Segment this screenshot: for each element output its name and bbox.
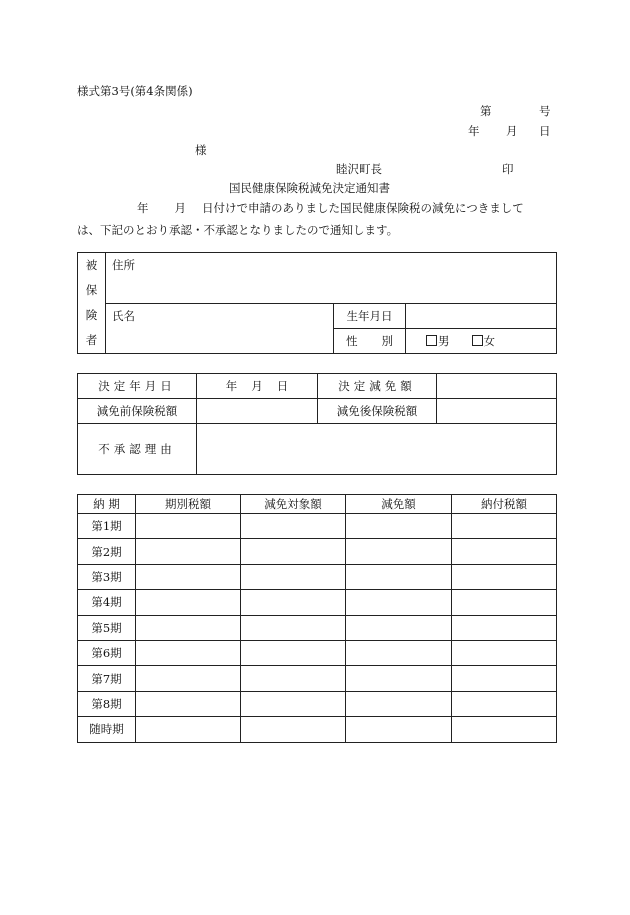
- period-label: 第6期: [78, 640, 136, 665]
- name-label: 氏名: [112, 309, 135, 323]
- seal-mark: 印: [502, 162, 514, 176]
- reduction-amount-cell: [346, 691, 452, 716]
- number-go: 号: [539, 104, 551, 118]
- reduction-amount-cell: [346, 590, 452, 615]
- decision-amount-value-cell: [437, 374, 557, 399]
- sex-label-1: 性: [346, 334, 358, 348]
- notice-paragraph: [77, 197, 553, 241]
- schedule-table: [77, 494, 557, 743]
- sex-label-cell: [334, 329, 406, 354]
- sex-value-cell: [406, 329, 557, 354]
- payment-tax-cell: [452, 717, 557, 742]
- birth-label-cell: [334, 304, 406, 329]
- payment-tax-cell: [452, 640, 557, 665]
- period-label: 第2期: [78, 539, 136, 564]
- header-reduction-amount: 減免額: [346, 495, 452, 514]
- date-month: 月: [506, 124, 518, 138]
- address-label: 住所: [112, 258, 135, 272]
- period-label: 第3期: [78, 564, 136, 589]
- payment-tax-cell: [452, 666, 557, 691]
- after-tax-label: 減免後保険税額: [336, 404, 418, 418]
- insured-vertical-label: [78, 253, 106, 354]
- insured-char-3: 険: [85, 308, 98, 322]
- recipient-sama: 様: [195, 143, 207, 157]
- reduction-target-cell: [241, 615, 346, 640]
- header-period-tax: 期別税額: [136, 495, 241, 514]
- table-row: [78, 691, 557, 716]
- name-cell: [106, 304, 334, 354]
- female-label: 女: [483, 334, 495, 348]
- reduction-target-cell: [241, 539, 346, 564]
- issuer-name: 睦沢町長: [336, 162, 382, 176]
- payment-tax-cell: [452, 691, 557, 716]
- female-checkbox[interactable]: [472, 335, 483, 346]
- table-row: [78, 564, 557, 589]
- decision-date-label-cell: [78, 374, 197, 399]
- table-row: [78, 640, 557, 665]
- insured-char-4: 者: [85, 333, 98, 347]
- payment-tax-cell: [452, 539, 557, 564]
- period-label: 第7期: [78, 666, 136, 691]
- period-label: 第5期: [78, 615, 136, 640]
- table-row: [78, 514, 557, 539]
- reduction-amount-cell: [346, 514, 452, 539]
- decision-date-label: 決定年月日: [98, 379, 176, 393]
- para-line1: 日付けで申請のありました国民健康保険税の減免につきまして: [202, 201, 524, 215]
- number-dai: 第: [480, 104, 492, 118]
- header-period: 納 期: [78, 495, 136, 514]
- sex-label-2: 別: [381, 334, 393, 348]
- birth-value-cell: [406, 304, 557, 329]
- reduction-target-cell: [241, 590, 346, 615]
- para-month: 月: [174, 201, 186, 215]
- reason-label: 不承認理由: [98, 442, 176, 456]
- payment-tax-cell: [452, 615, 557, 640]
- period-tax-cell: [136, 691, 241, 716]
- period-label: 第4期: [78, 590, 136, 615]
- table-row: [78, 615, 557, 640]
- decision-amount-label-cell: [318, 374, 437, 399]
- after-tax-label-cell: [318, 399, 437, 424]
- reduction-amount-cell: [346, 615, 452, 640]
- payment-tax-cell: [452, 514, 557, 539]
- reduction-target-cell: [241, 717, 346, 742]
- after-tax-value-cell: [437, 399, 557, 424]
- before-tax-value-cell: [197, 399, 318, 424]
- period-tax-cell: [136, 666, 241, 691]
- reduction-target-cell: [241, 691, 346, 716]
- header-payment-tax: 納付税額: [452, 495, 557, 514]
- date-day: 日: [539, 124, 551, 138]
- birth-label: 生年月日: [346, 309, 393, 323]
- decision-date-month: 月: [251, 379, 263, 393]
- period-tax-cell: [136, 640, 241, 665]
- male-label: 男: [438, 334, 450, 348]
- decision-table: [77, 373, 557, 475]
- para-line2: は、下記のとおり承認・不承認となりましたので通知します。: [77, 223, 399, 237]
- reduction-target-cell: [241, 666, 346, 691]
- document-title: 国民健康保険税減免決定通知書: [229, 181, 390, 195]
- decision-amount-label: 決定減免額: [338, 379, 416, 393]
- reason-label-cell: [78, 424, 197, 475]
- table-row: [78, 717, 557, 742]
- address-cell: [106, 253, 557, 304]
- reduction-amount-cell: [346, 539, 452, 564]
- table-row: [78, 539, 557, 564]
- table-row: [78, 666, 557, 691]
- insured-table: [77, 252, 557, 354]
- para-year: 年: [137, 201, 149, 215]
- reduction-amount-cell: [346, 564, 452, 589]
- insured-char-1: 被: [85, 258, 98, 272]
- form-number: 様式第3号(第4条関係): [77, 84, 193, 98]
- before-tax-label-cell: [78, 399, 197, 424]
- period-tax-cell: [136, 539, 241, 564]
- table-row: [78, 590, 557, 615]
- period-label: 第1期: [78, 514, 136, 539]
- male-checkbox[interactable]: [426, 335, 437, 346]
- decision-date-year: 年: [225, 379, 238, 393]
- reduction-amount-cell: [346, 640, 452, 665]
- period-tax-cell: [136, 615, 241, 640]
- before-tax-label: 減免前保険税額: [96, 404, 178, 418]
- period-tax-cell: [136, 717, 241, 742]
- decision-date-day: 日: [276, 379, 289, 393]
- reduction-amount-cell: [346, 666, 452, 691]
- payment-tax-cell: [452, 590, 557, 615]
- insured-char-2: 保: [85, 283, 98, 297]
- period-tax-cell: [136, 514, 241, 539]
- schedule-body: [78, 514, 557, 743]
- reduction-amount-cell: [346, 717, 452, 742]
- date-year: 年: [468, 124, 480, 138]
- period-label: 随時期: [78, 717, 136, 742]
- reduction-target-cell: [241, 564, 346, 589]
- header-reduction-target: 減免対象額: [241, 495, 346, 514]
- period-tax-cell: [136, 590, 241, 615]
- period-label: 第8期: [78, 691, 136, 716]
- payment-tax-cell: [452, 564, 557, 589]
- decision-date-value-cell: [197, 374, 318, 399]
- reduction-target-cell: [241, 514, 346, 539]
- period-tax-cell: [136, 564, 241, 589]
- reduction-target-cell: [241, 640, 346, 665]
- reason-value-cell: [197, 424, 557, 475]
